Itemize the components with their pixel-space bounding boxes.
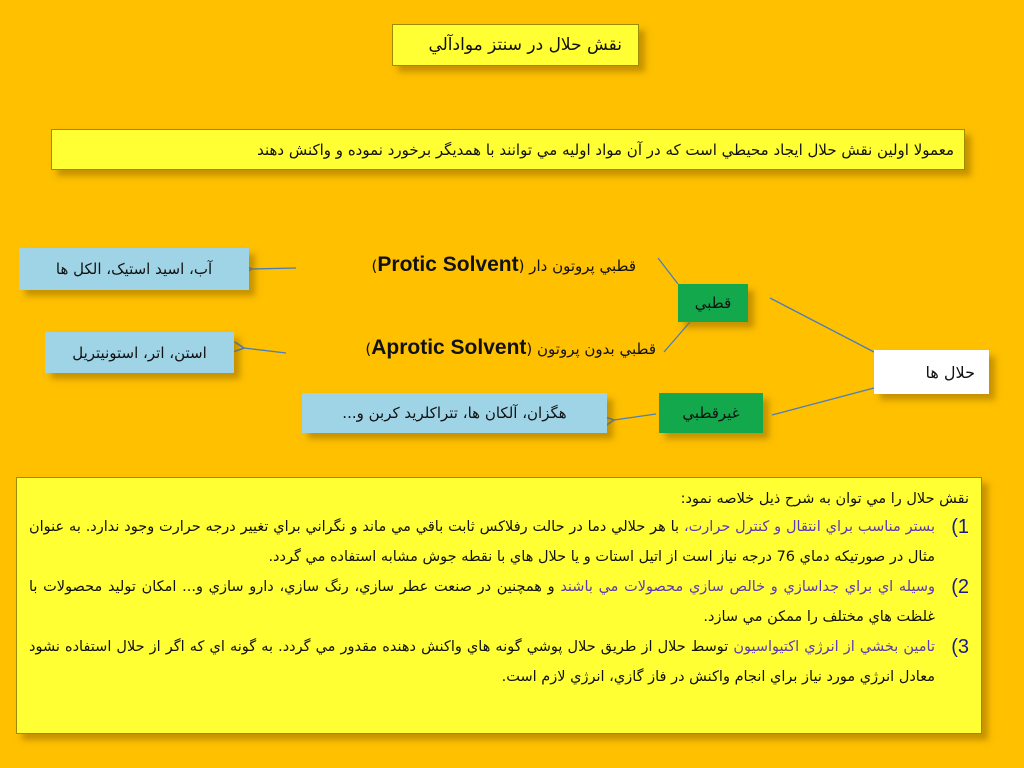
nonpolar-label: غيرقطبي xyxy=(682,404,740,422)
slide-title-text: نقش حلال در سنتز موادآلي xyxy=(428,35,622,55)
aprotic-english: Aprotic Solvent xyxy=(371,336,527,359)
summary-item-text xyxy=(29,512,935,572)
nonpolar-node xyxy=(659,393,763,433)
summary-item-body: با هر حلالي دما در حالت رفلاكس ثابت باقي مي ماند و نگراني براي تغيير درجه حرارت وجود ندارد. به عنوان مثال در صورتيكه دماي 76 درجه نياز است از اتيل استات و يا حلال هاي با نقطه جوش مشابه استفاده مي گردد. xyxy=(29,519,935,565)
aprotic-examples-text: استن، اتر، استونيتريل xyxy=(72,343,207,362)
aprotic-solvent-node xyxy=(312,336,656,360)
summary-item-number: 2) xyxy=(951,576,969,598)
summary-item xyxy=(29,512,969,572)
aprotic-prefix: قطبي بدون پروتون ( xyxy=(526,340,656,358)
summary-item-body: و همچنين در صنعت عطر سازي، رنگ سازي، دارو سازي و... امكان توليد محصولات با غلظت هاي مختلف را ممكن مي سازد. xyxy=(29,579,935,625)
summary-item xyxy=(29,572,969,632)
summary-item-body: توسط حلال از طريق حلال پوشي گونه هاي واكنش دهنده مقدور مي گردد. به گونه اي كه اگر از حلال استفاده نشود معادل انرژي مورد نياز براي انجام واكنش در فاز گازي، انرژي لازم است. xyxy=(29,639,935,685)
arrow-to-hexane-box xyxy=(614,414,656,420)
summary-item-text xyxy=(29,572,935,632)
nonpolar-examples-box xyxy=(302,393,607,433)
solvents-root-node xyxy=(874,350,989,394)
nonpolar-examples-text: هگزان، آلکان ها، تتراکلريد کربن و... xyxy=(342,404,567,422)
intro-statement xyxy=(51,129,965,170)
protic-examples-text: آب، اسيد استيک، الکل ها xyxy=(55,260,213,278)
summary-item-highlight: بستر مناسب براي انتقال و كنترل حرارت، xyxy=(683,519,936,535)
protic-prefix: قطبي پروتون دار ( xyxy=(518,257,636,275)
protic-solvent-node xyxy=(318,253,636,277)
protic-examples-box xyxy=(19,248,249,290)
polar-label: قطبي xyxy=(694,294,732,312)
slide-title xyxy=(392,24,639,66)
protic-english: Protic Solvent xyxy=(377,253,519,276)
connector-root-polar xyxy=(770,298,874,352)
connector-polar-protic xyxy=(658,258,678,284)
polar-node xyxy=(678,284,748,322)
summary-item-text xyxy=(29,632,935,692)
connector-polar-aprotic xyxy=(664,322,690,352)
summary-item-highlight: تامين بخشي از انرژي اكتيواسيون xyxy=(733,639,935,655)
arrow-to-water-box xyxy=(252,268,296,269)
intro-text: معمولا اولين نقش حلال ايجاد محيطي است كه در آن مواد اوليه مي توانند با همديگر برخورد نموده و واكنش دهند xyxy=(257,140,954,159)
summary-item xyxy=(29,632,969,692)
solvents-root-label: حلال ها xyxy=(925,362,975,382)
summary-item-number: 1) xyxy=(951,516,969,538)
aprotic-suffix: ) xyxy=(365,340,372,358)
summary-panel xyxy=(16,477,982,734)
arrow-to-acetone-box xyxy=(244,348,286,353)
connector-root-nonpolar xyxy=(772,388,874,415)
protic-suffix: ) xyxy=(371,257,378,275)
summary-item-number: 3) xyxy=(951,636,969,658)
aprotic-examples-box xyxy=(45,332,234,373)
summary-item-highlight: وسيله اي براي جداسازي و خالص سازي محصولات مي باشند xyxy=(560,579,935,595)
summary-heading: نقش حلال را مي توان به شرح ذيل خلاصه نمود: xyxy=(680,491,969,507)
